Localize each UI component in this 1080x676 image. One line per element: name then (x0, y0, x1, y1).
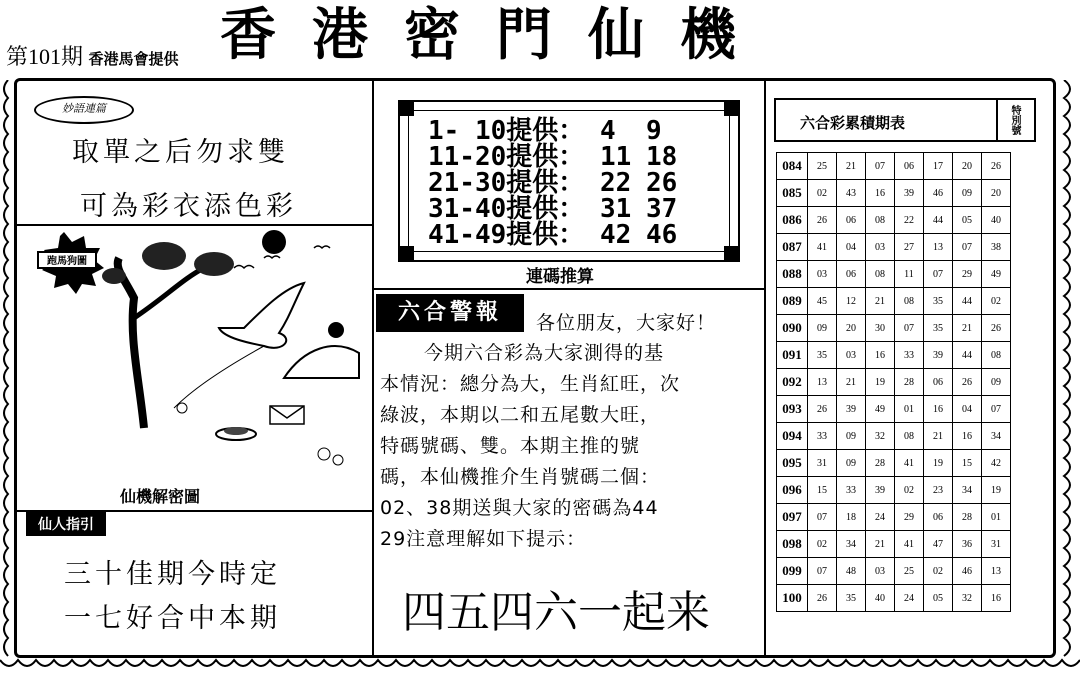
history-table (776, 152, 1011, 612)
drawn-number: 40 (866, 585, 895, 612)
drawn-number: 02 (808, 180, 837, 207)
table-row (777, 207, 1011, 234)
drawn-number: 07 (924, 261, 953, 288)
provision-row: 1- 10提供： 4 9 (428, 116, 662, 146)
period-number: 084 (777, 153, 808, 180)
poem-line-2: 可為彩衣添色彩 (80, 191, 297, 222)
drawn-number: 47 (924, 531, 953, 558)
drawn-number: 43 (837, 180, 866, 207)
drawn-number: 16 (953, 423, 982, 450)
drawn-number: 39 (866, 477, 895, 504)
drawn-number: 05 (924, 585, 953, 612)
corner-ornament-icon (724, 102, 738, 116)
drawn-number: 06 (837, 261, 866, 288)
drawn-number: 28 (866, 450, 895, 477)
drawn-number: 44 (953, 288, 982, 315)
drawn-number: 35 (837, 585, 866, 612)
drawn-number: 48 (837, 558, 866, 585)
drawn-number: 05 (953, 207, 982, 234)
drawn-number: 16 (982, 585, 1011, 612)
drawn-number: 09 (953, 180, 982, 207)
drawn-number: 21 (866, 531, 895, 558)
drawn-number: 39 (924, 342, 953, 369)
drawn-number: 35 (924, 315, 953, 342)
article-big-text: 四五四六一起来 (402, 587, 710, 638)
drawn-number: 20 (982, 180, 1011, 207)
drawn-number: 09 (982, 369, 1011, 396)
drawn-number: 06 (924, 369, 953, 396)
drawn-number: 30 (866, 315, 895, 342)
drawn-number: 26 (982, 315, 1011, 342)
provision-row: 41-49提供： 42 46 (428, 220, 678, 250)
poem-tag: 妙語連篇 (34, 96, 134, 124)
drawn-number: 04 (953, 396, 982, 423)
drawn-number: 39 (837, 396, 866, 423)
table-row (777, 423, 1011, 450)
article-tag: 六合警報 (376, 294, 524, 332)
drawn-number: 08 (895, 288, 924, 315)
drawn-number: 45 (808, 288, 837, 315)
provision-divider (372, 288, 764, 290)
drawn-number: 28 (895, 369, 924, 396)
drawn-number: 49 (982, 261, 1011, 288)
period-number: 086 (777, 207, 808, 234)
drawn-number: 46 (953, 558, 982, 585)
drawn-number: 21 (866, 288, 895, 315)
divider-left (372, 80, 374, 656)
drawn-number: 02 (808, 531, 837, 558)
drawn-number: 34 (953, 477, 982, 504)
drawn-number: 17 (924, 153, 953, 180)
drawn-number: 35 (924, 288, 953, 315)
drawn-number: 26 (982, 153, 1011, 180)
drawn-number: 13 (924, 234, 953, 261)
rock-icon (284, 346, 359, 378)
drawn-number: 09 (837, 450, 866, 477)
drawn-number: 42 (982, 450, 1011, 477)
drawn-number: 25 (895, 558, 924, 585)
period-number: 087 (777, 234, 808, 261)
drawn-number: 16 (866, 180, 895, 207)
drawn-number: 06 (895, 153, 924, 180)
drawn-number: 20 (953, 153, 982, 180)
period-number: 092 (777, 369, 808, 396)
table-row (777, 369, 1011, 396)
table-row (777, 153, 1011, 180)
table-row (777, 477, 1011, 504)
drawn-number: 26 (808, 207, 837, 234)
corner-ornament-icon (400, 246, 414, 260)
drawn-number: 06 (837, 207, 866, 234)
drawn-number: 41 (895, 531, 924, 558)
drawn-number: 07 (953, 234, 982, 261)
drawn-number: 07 (808, 558, 837, 585)
drawn-number: 13 (982, 558, 1011, 585)
badge-text: 跑馬狗圖 (47, 256, 87, 267)
drawn-number: 03 (808, 261, 837, 288)
drawn-number: 41 (808, 234, 837, 261)
drawn-number: 46 (924, 180, 953, 207)
drawn-number: 03 (866, 558, 895, 585)
hint-line-1: 三十佳期今時定 (64, 559, 281, 590)
provision-row: 11-20提供： 11 18 (428, 142, 678, 172)
drawn-number: 19 (982, 477, 1011, 504)
drawn-number: 08 (866, 261, 895, 288)
drawn-number: 09 (808, 315, 837, 342)
drawn-number: 32 (953, 585, 982, 612)
drawn-number: 01 (895, 396, 924, 423)
table-row (777, 396, 1011, 423)
corner-ornament-icon (724, 246, 738, 260)
drawn-number: 01 (982, 504, 1011, 531)
sun-icon (262, 230, 286, 254)
period-number: 090 (777, 315, 808, 342)
poem-line-1: 取單之后勿求雙 (72, 137, 289, 168)
drawn-number: 21 (924, 423, 953, 450)
drawn-number: 12 (837, 288, 866, 315)
drawn-number: 07 (866, 153, 895, 180)
drawn-number: 15 (953, 450, 982, 477)
drawn-number: 26 (953, 369, 982, 396)
period-number: 085 (777, 180, 808, 207)
drawn-number: 08 (982, 342, 1011, 369)
drawn-number: 31 (982, 531, 1011, 558)
table-row (777, 342, 1011, 369)
period-number: 098 (777, 531, 808, 558)
drawn-number: 29 (895, 504, 924, 531)
dove-icon (219, 283, 304, 348)
history-side-label: 特別號 (996, 100, 1034, 140)
article-body: 今期六合彩為大家測得的基 本情況：總分為大，生肖紅旺，次 綠波，本期以二和五尾數大旺， 特碼號碼、雙。本期主推的號 碼，本仙機推介生肖號碼二個： 02、38期送與大家的密碼為44 29注意理解如下提示： (380, 342, 681, 550)
provision-caption: 連碼推算 (526, 267, 594, 287)
drawn-number: 31 (808, 450, 837, 477)
drawn-number: 49 (866, 396, 895, 423)
table-row (777, 315, 1011, 342)
page-title: 香港密門仙機 (220, 3, 772, 68)
drawn-number: 25 (808, 153, 837, 180)
drawn-number: 28 (953, 504, 982, 531)
provision-row: 31-40提供： 31 37 (428, 194, 678, 224)
drawn-number: 07 (808, 504, 837, 531)
table-row (777, 288, 1011, 315)
drawn-number: 08 (895, 423, 924, 450)
table-row (777, 180, 1011, 207)
history-header (774, 98, 1036, 142)
drawn-number: 26 (808, 585, 837, 612)
table-row (777, 585, 1011, 612)
period-number: 099 (777, 558, 808, 585)
period-number: 100 (777, 585, 808, 612)
drawn-number: 21 (837, 369, 866, 396)
right-wavy-border (1056, 80, 1080, 658)
drawn-number: 15 (808, 477, 837, 504)
drawn-number: 23 (924, 477, 953, 504)
period-number: 089 (777, 288, 808, 315)
drawn-number: 16 (866, 342, 895, 369)
history-title: 六合彩累積期表 (800, 114, 906, 132)
drawn-number: 40 (982, 207, 1011, 234)
period-number: 093 (777, 396, 808, 423)
drawn-number: 32 (866, 423, 895, 450)
table-row (777, 261, 1011, 288)
picture-caption: 仙機解密圖 (120, 487, 201, 506)
provision-list (428, 118, 677, 248)
drawn-number: 44 (953, 342, 982, 369)
drawn-number: 34 (982, 423, 1011, 450)
drawn-number: 13 (808, 369, 837, 396)
hint-line-2: 一七好合中本期 (64, 603, 281, 634)
period-number: 094 (777, 423, 808, 450)
drawn-number: 02 (982, 288, 1011, 315)
drawn-number: 03 (837, 342, 866, 369)
divider-right (764, 80, 766, 656)
drawn-number: 41 (895, 450, 924, 477)
drawn-number: 20 (837, 315, 866, 342)
table-row (777, 234, 1011, 261)
corner-ornament-icon (400, 102, 414, 116)
drawn-number: 24 (866, 504, 895, 531)
drawn-number: 44 (924, 207, 953, 234)
period-number: 088 (777, 261, 808, 288)
table-row (777, 504, 1011, 531)
drawn-number: 19 (924, 450, 953, 477)
drawn-number: 24 (895, 585, 924, 612)
period-number: 095 (777, 450, 808, 477)
drawn-number: 08 (866, 207, 895, 234)
drawn-number: 02 (895, 477, 924, 504)
drawn-number: 38 (982, 234, 1011, 261)
drawn-number: 04 (837, 234, 866, 261)
drawn-number: 21 (953, 315, 982, 342)
drawn-number: 07 (895, 315, 924, 342)
drawn-number: 33 (808, 423, 837, 450)
tree-icon (118, 258, 144, 428)
drawn-number: 06 (924, 504, 953, 531)
provision-row: 21-30提供： 22 26 (428, 168, 678, 198)
drawn-number: 16 (924, 396, 953, 423)
drawn-number: 33 (895, 342, 924, 369)
period-number: 097 (777, 504, 808, 531)
article-greeting: 各位朋友，大家好！ (536, 312, 717, 334)
issue-header (6, 40, 179, 71)
drawn-number: 07 (982, 396, 1011, 423)
scene-illustration (24, 228, 364, 488)
drawn-number: 26 (808, 396, 837, 423)
drawn-number: 02 (924, 558, 953, 585)
drawn-number: 35 (808, 342, 837, 369)
drawn-number: 33 (837, 477, 866, 504)
drawn-number: 27 (895, 234, 924, 261)
table-row (777, 531, 1011, 558)
drawn-number: 11 (895, 261, 924, 288)
drawn-number: 22 (895, 207, 924, 234)
drawn-number: 21 (837, 153, 866, 180)
period-number: 091 (777, 342, 808, 369)
drawn-number: 39 (895, 180, 924, 207)
drawn-number: 36 (953, 531, 982, 558)
drawn-number: 03 (866, 234, 895, 261)
poem-divider (16, 224, 372, 226)
drawn-number: 18 (837, 504, 866, 531)
drawn-number: 09 (837, 423, 866, 450)
drawn-number: 19 (866, 369, 895, 396)
drawn-number: 29 (953, 261, 982, 288)
hint-tag: 仙人指引 (26, 512, 106, 536)
issue-number: 第101期 (6, 44, 84, 69)
table-row (777, 450, 1011, 477)
table-row (777, 558, 1011, 585)
drawn-number: 34 (837, 531, 866, 558)
provider-label: 香港馬會提供 (88, 50, 179, 68)
period-number: 096 (777, 477, 808, 504)
